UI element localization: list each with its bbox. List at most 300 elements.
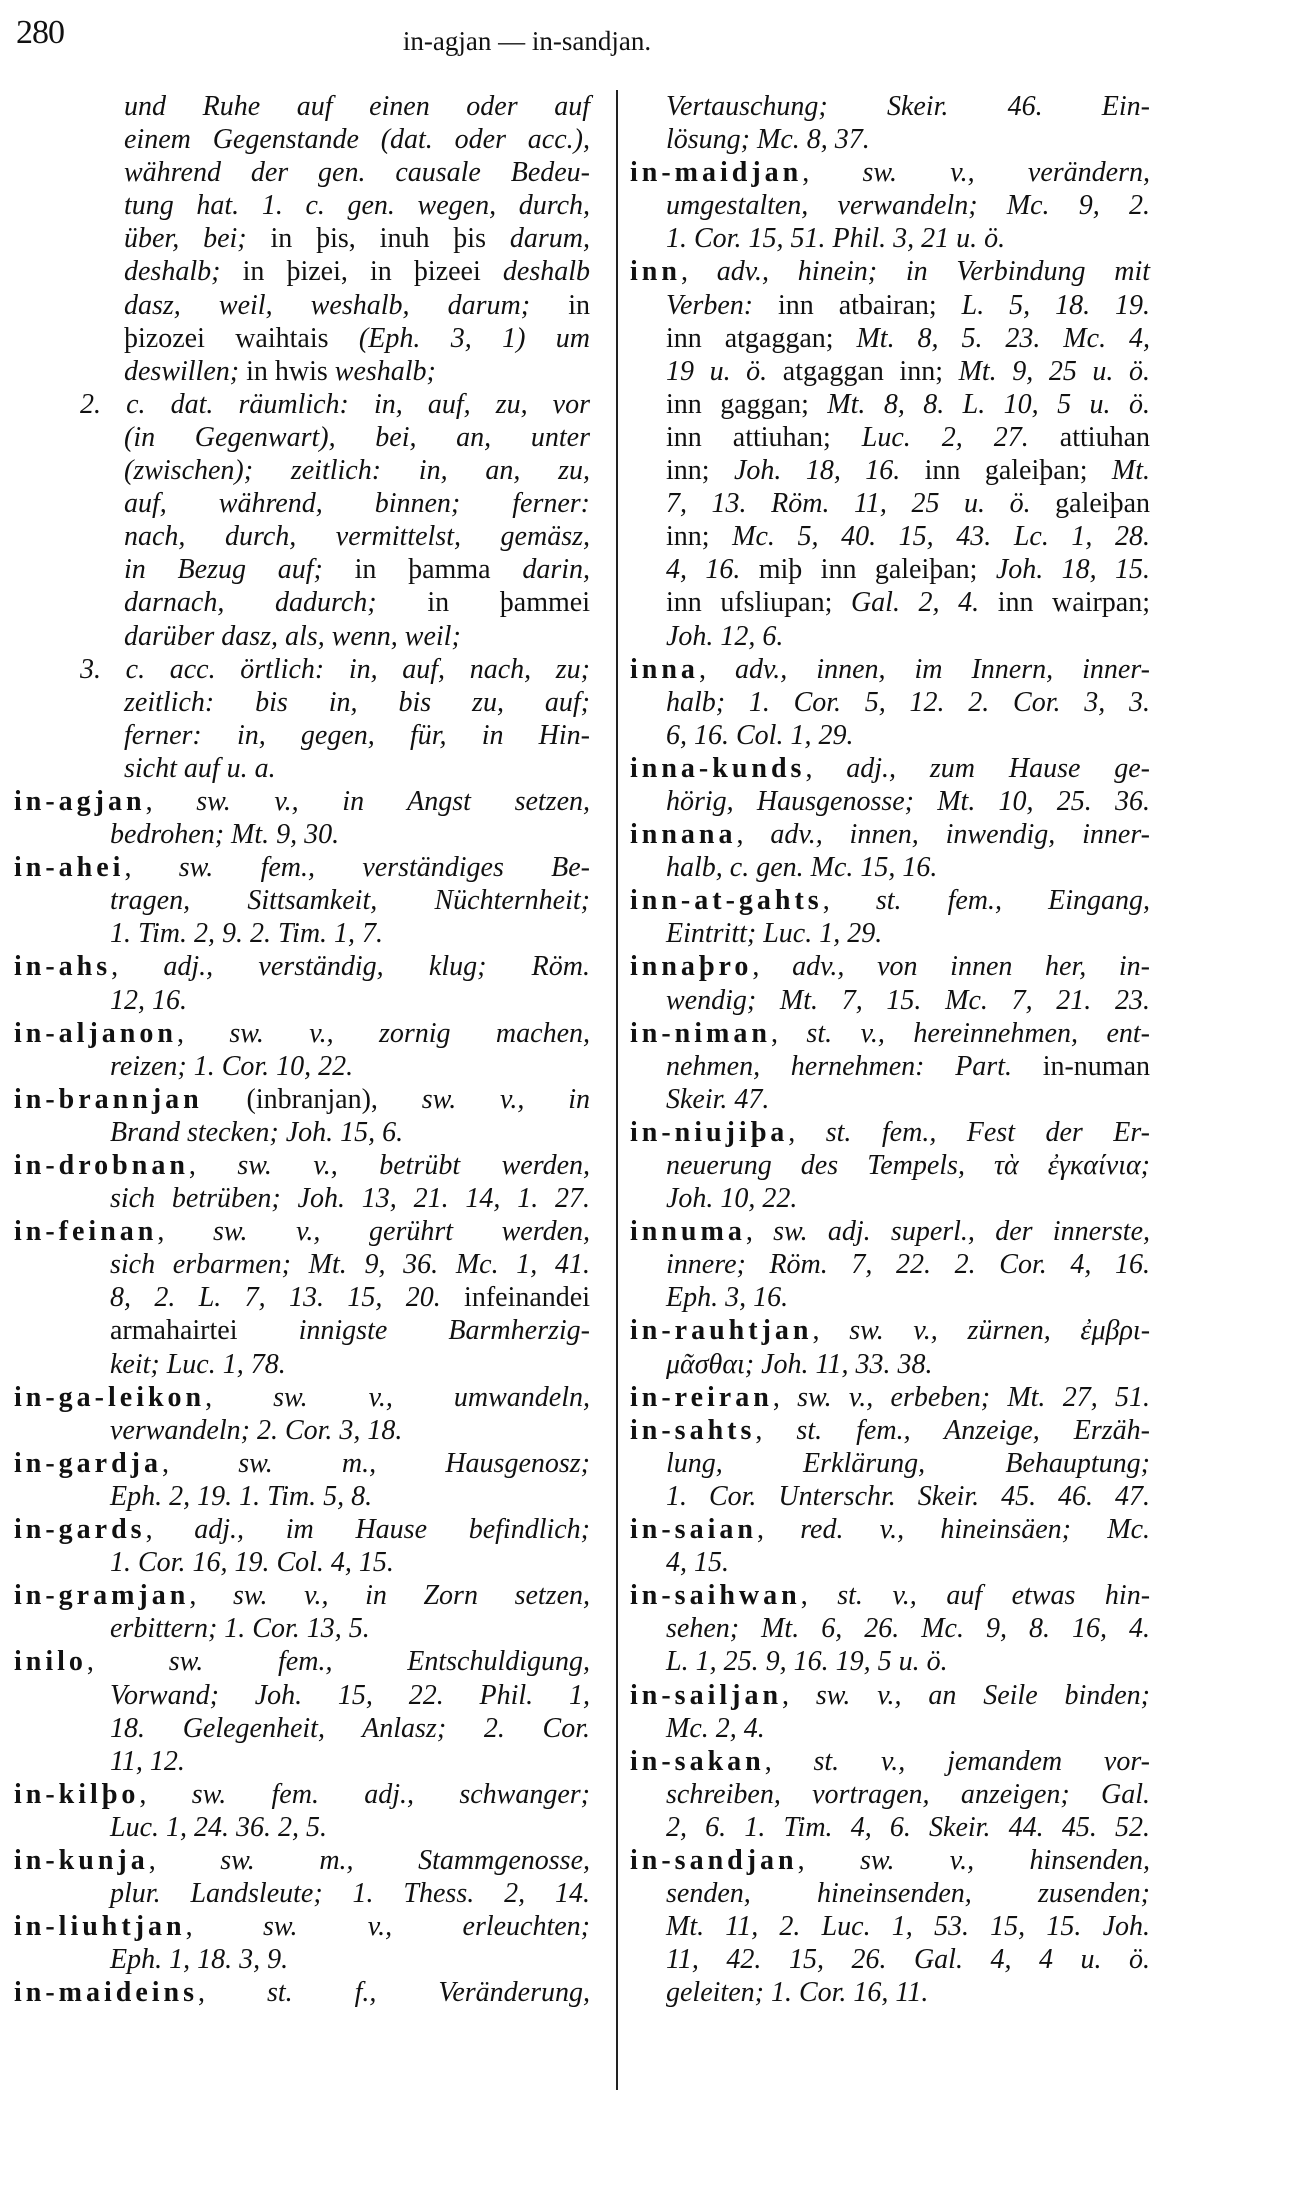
- headword: inna: [630, 653, 699, 685]
- italic-text: sich erbarmen; Mt. 9, 36. Mc. 1, 41.: [110, 1249, 590, 1281]
- headword: in-sailjan: [630, 1679, 783, 1711]
- italic-text: sw. fem., verständiges Be-: [178, 852, 591, 884]
- entry-continuation-line: [14, 1877, 590, 1910]
- entry-continuation-line: [630, 1612, 1150, 1645]
- italic-text: Skeir. 47.: [666, 1083, 770, 1115]
- italic-text: darnach, dadurch;: [124, 587, 428, 619]
- italic-text: reizen; 1. Cor. 10, 22.: [110, 1050, 354, 1082]
- roman-text: ,: [157, 1216, 213, 1248]
- headword: in-reiran: [630, 1381, 773, 1413]
- italic-text: wendig; Mt. 7, 15. Mc. 7, 21. 23.: [666, 984, 1150, 1016]
- italic-text: umgestalten, verwandeln; Mc. 9, 2.: [666, 190, 1150, 222]
- italic-text: nach, durch, vermittelst, gemäsz,: [124, 521, 590, 553]
- dictionary-entry-line: [14, 950, 590, 983]
- headword: in-rauhtjan: [630, 1315, 813, 1347]
- italic-text: hörig, Hausgenosse; Mt. 10, 25. 36.: [666, 785, 1150, 817]
- dictionary-entry-line: [14, 851, 590, 884]
- dictionary-entry-line: [630, 156, 1150, 189]
- italic-text: senden, hineinsenden, zusenden;: [666, 1878, 1150, 1910]
- roman-text: ,: [802, 157, 863, 189]
- headword: in-maidjan: [630, 157, 803, 189]
- roman-text: ,: [797, 1844, 860, 1876]
- italic-text: darin,: [522, 554, 590, 586]
- roman-text: ,: [800, 1580, 838, 1612]
- entry-continuation-line: [14, 1248, 590, 1281]
- italic-text: adv., innen, inwendig, inner-: [770, 819, 1150, 851]
- italic-text: 2. c. dat. räumlich: in, auf, zu, vor: [80, 388, 590, 420]
- roman-text: ,: [145, 1514, 195, 1546]
- dictionary-entry-line: [14, 1645, 590, 1678]
- roman-text: in-numan: [1042, 1050, 1150, 1082]
- roman-text: ,: [680, 256, 717, 288]
- italic-text: (Eph. 3, 1) um: [358, 322, 590, 354]
- italic-text: lösung; Mc. 8, 37.: [666, 124, 870, 156]
- dictionary-entry-line: [14, 1215, 590, 1248]
- entry-continuation-line: [630, 1083, 1150, 1116]
- entry-continuation-line: [14, 355, 590, 388]
- italic-text: sich betrüben; Joh. 13, 21. 14, 1. 27.: [110, 1183, 590, 1215]
- roman-text: armahairtei: [110, 1315, 299, 1347]
- italic-text: innigste Barmherzig-: [298, 1315, 590, 1347]
- italic-text: 1. Cor. 16, 19. Col. 4, 15.: [110, 1547, 394, 1579]
- dictionary-entry-line: [14, 1083, 590, 1116]
- italic-text: erbittern; 1. Cor. 13, 5.: [110, 1613, 370, 1645]
- dictionary-entry-line: [14, 1976, 590, 2009]
- dictionary-entry-line: [14, 1149, 590, 1182]
- entry-continuation-line: [14, 1050, 590, 1083]
- entry-continuation-line: [14, 454, 590, 487]
- roman-text: ,: [198, 1977, 267, 2009]
- headword: in-saian: [630, 1514, 757, 1546]
- entry-continuation-line: [14, 487, 590, 520]
- italic-text: adj., verständig, klug; Röm.: [163, 951, 590, 983]
- entry-continuation-line: [630, 1976, 1150, 2009]
- right-column: [630, 90, 1190, 2009]
- italic-text: Vorwand; Joh. 15, 22. Phil. 1,: [110, 1679, 590, 1711]
- entry-continuation-line: [14, 818, 590, 851]
- italic-text: 19 u. ö.: [666, 355, 783, 387]
- entry-continuation-line: [14, 289, 590, 322]
- headword: in-sakan: [630, 1745, 765, 1777]
- entry-continuation-line: [14, 421, 590, 454]
- italic-text: lung, Erklärung, Behauptung;: [666, 1447, 1150, 1479]
- italic-text: sw. v., zürnen, ἐμβρι-: [849, 1315, 1151, 1347]
- entry-continuation-line: [14, 90, 590, 123]
- italic-text: Mc. 5, 40. 15, 43. Lc. 1, 28.: [732, 521, 1150, 553]
- italic-text: deshalb: [502, 256, 590, 288]
- entry-continuation-line: [14, 1281, 590, 1314]
- roman-text: in hwis: [246, 355, 335, 387]
- italic-text: (in Gegenwart), bei, an, unter: [124, 421, 590, 453]
- roman-text: ,: [111, 951, 164, 983]
- italic-text: sw. fem. adj., schwanger;: [191, 1778, 590, 1810]
- roman-text: ,: [756, 1514, 801, 1546]
- italic-text: deshalb;: [124, 256, 243, 288]
- italic-text: adv., von innen her, in-: [792, 951, 1150, 983]
- headword: in-niujiþa: [630, 1116, 789, 1148]
- italic-text: ferner: in, gegen, für, in Hin-: [124, 719, 590, 751]
- italic-text: Joh. 12, 6.: [666, 620, 784, 652]
- dictionary-entry-line: [630, 1414, 1150, 1447]
- entry-continuation-line: [14, 752, 590, 785]
- dictionary-entry-line: [14, 1017, 590, 1050]
- left-column: [14, 90, 604, 2009]
- headword: inn: [630, 256, 681, 288]
- entry-continuation-line: [630, 1480, 1150, 1513]
- entry-continuation-line: [14, 620, 590, 653]
- roman-text: in þammei: [427, 587, 590, 619]
- italic-text: Luc. 1, 24. 36. 2, 5.: [110, 1811, 327, 1843]
- entry-continuation-line: [630, 917, 1150, 950]
- italic-text: sw. m., Stammgenosse,: [220, 1844, 590, 1876]
- italic-text: (zwischen); zeitlich: in, an, zu,: [124, 455, 590, 487]
- italic-text: geleiten; 1. Cor. 16, 11.: [666, 1977, 929, 2009]
- italic-text: st. fem., Eingang,: [875, 885, 1150, 917]
- roman-text: inn;: [666, 521, 733, 553]
- italic-text: 3. c. acc. örtlich: in, auf, nach, zu;: [80, 653, 590, 685]
- roman-text: ,: [772, 1381, 798, 1413]
- entry-continuation-line: [14, 653, 590, 686]
- headword: in-ahs: [14, 951, 112, 983]
- entry-continuation-line: [630, 222, 1150, 255]
- roman-text: ,: [145, 785, 197, 817]
- entry-continuation-line: [14, 156, 590, 189]
- italic-text: 7, 13. Röm. 11, 25 u. ö.: [666, 488, 1056, 520]
- italic-text: 1. Cor. 15, 51. Phil. 3, 21 u. ö.: [666, 223, 1006, 255]
- roman-text: ,: [736, 819, 771, 851]
- italic-text: 11, 42. 15, 26. Gal. 4, 4 u. ö.: [666, 1944, 1150, 1976]
- entry-continuation-line: [630, 123, 1150, 156]
- entry-continuation-line: [630, 1182, 1150, 1215]
- italic-text: sw. v., an Seile binden;: [815, 1679, 1151, 1711]
- italic-text: auf, während, binnen; ferner:: [124, 488, 590, 520]
- headword: innaþro: [630, 951, 753, 983]
- italic-text: Mt.: [1111, 455, 1150, 487]
- running-title: in-agjan — in-sandjan.: [402, 26, 652, 56]
- italic-text: sw. v., verändern,: [862, 157, 1151, 189]
- italic-text: 4, 15.: [666, 1547, 729, 1579]
- italic-text: Eph. 1, 18. 3, 9.: [110, 1944, 289, 1976]
- dictionary-entry-line: [630, 1513, 1150, 1546]
- italic-text: 18. Gelegenheit, Anlasz; 2. Cor.: [110, 1712, 590, 1744]
- dictionary-entry-line: [14, 1778, 590, 1811]
- headword: in-drobnan: [14, 1150, 189, 1181]
- roman-text: ,: [755, 1414, 797, 1446]
- italic-text: 12, 16.: [110, 984, 187, 1016]
- headword: innana: [630, 819, 737, 851]
- dictionary-entry-line: [14, 1381, 590, 1414]
- roman-text: in þamma: [354, 554, 523, 586]
- italic-text: sw. fem., Entschuldigung,: [168, 1646, 590, 1678]
- roman-text: ,: [812, 1315, 850, 1347]
- italic-text: sw. v., erleuchten;: [262, 1911, 591, 1943]
- italic-text: Mt. 8, 5. 23. Mc. 4,: [856, 322, 1150, 354]
- entry-continuation-line: [630, 1281, 1150, 1314]
- dictionary-entry-line: [630, 950, 1150, 983]
- roman-text: in þis, inuh þis: [270, 223, 510, 255]
- roman-text: inn atgaggan;: [666, 322, 857, 354]
- roman-text: (inbranjan),: [202, 1083, 422, 1115]
- roman-text: ,: [124, 852, 179, 884]
- italic-text: Verben:: [666, 289, 779, 321]
- headword: innuma: [630, 1216, 746, 1248]
- entry-continuation-line: [630, 322, 1150, 355]
- entry-continuation-line: [630, 388, 1150, 421]
- italic-text: st. v., jemandem vor-: [813, 1745, 1150, 1777]
- italic-text: in Bezug auf;: [124, 554, 355, 586]
- headword: in-brannjan: [14, 1083, 203, 1115]
- entry-continuation-line: [14, 1116, 590, 1149]
- entry-continuation-line: [14, 123, 590, 156]
- italic-text: während der gen. causale Bedeu-: [124, 157, 590, 189]
- dictionary-entry-line: [630, 1215, 1150, 1248]
- roman-text: ,: [176, 1017, 230, 1049]
- roman-text: inn atbairan;: [778, 289, 962, 321]
- roman-text: inn;: [666, 455, 734, 487]
- italic-text: st. fem., Anzeige, Erzäh-: [796, 1414, 1151, 1446]
- entry-continuation-line: [630, 1712, 1150, 1745]
- page-number: 280: [16, 14, 64, 51]
- italic-text: sw. v., erbeben; Mt. 27, 51.: [797, 1381, 1151, 1413]
- entry-continuation-line: [630, 1943, 1150, 1976]
- roman-text: ,: [752, 951, 793, 983]
- italic-text: halb, c. gen. Mc. 15, 16.: [666, 852, 938, 884]
- entry-continuation-line: [630, 851, 1150, 884]
- italic-text: schreiben, vortragen, anzeigen; Gal.: [666, 1778, 1150, 1810]
- italic-text: adv., innen, im Innern, inner-: [734, 653, 1150, 685]
- entry-continuation-line: [630, 90, 1150, 123]
- italic-text: dasz, weil, weshalb, darum;: [124, 289, 569, 321]
- italic-text: deswillen;: [124, 355, 247, 387]
- entry-continuation-line: [630, 1811, 1150, 1844]
- roman-text: inn ufsliupan;: [666, 587, 851, 619]
- column-divider: [616, 90, 618, 2090]
- italic-text: einem Gegenstande (dat. oder acc.),: [124, 124, 590, 156]
- dictionary-entry-line: [14, 1513, 590, 1546]
- italic-text: Eph. 2, 19. 1. Tim. 5, 8.: [110, 1480, 373, 1512]
- roman-text: galeiþan: [1055, 488, 1150, 520]
- entry-continuation-line: [630, 1645, 1150, 1678]
- italic-text: st. v., hereinnehmen, ent-: [806, 1017, 1150, 1049]
- headword: in-gramjan: [14, 1580, 190, 1612]
- headword: in-agjan: [14, 785, 146, 817]
- italic-text: adj., zum Hause ge-: [846, 752, 1150, 784]
- italic-text: st. v., auf etwas hin-: [837, 1580, 1151, 1612]
- italic-text: Vertauschung; Skeir. 46. Ein-: [666, 91, 1150, 122]
- italic-text: Mc. 2, 4.: [666, 1712, 765, 1744]
- italic-text: Joh. 18, 15.: [995, 554, 1150, 586]
- dictionary-entry-line: [630, 1381, 1150, 1414]
- dictionary-entry-line: [630, 1745, 1150, 1778]
- entry-continuation-line: [14, 1546, 590, 1579]
- italic-text: red. v., hineinsäen; Mc.: [800, 1514, 1150, 1546]
- headword: inn-at-gahts: [630, 885, 823, 917]
- italic-text: darum,: [509, 223, 590, 255]
- italic-text: darüber dasz, als, wenn, weil;: [124, 620, 461, 652]
- italic-text: sicht auf u. a.: [124, 752, 276, 784]
- entry-continuation-line: [630, 1447, 1150, 1480]
- headword: in-sandjan: [630, 1844, 798, 1876]
- italic-text: über, bei;: [124, 223, 271, 255]
- entry-continuation-line: [630, 586, 1150, 619]
- italic-text: Joh. 18, 16.: [733, 455, 925, 487]
- entry-continuation-line: [630, 1348, 1150, 1381]
- italic-text: nehmen, hernehmen: Part.: [666, 1050, 1043, 1082]
- italic-text: μᾶσθαι; Joh. 11, 33. 38.: [666, 1348, 933, 1380]
- italic-text: Brand stecken; Joh. 15, 6.: [110, 1116, 404, 1148]
- italic-text: 11, 12.: [110, 1745, 185, 1777]
- italic-text: st. f., Veränderung,: [266, 1977, 590, 2009]
- entry-continuation-line: [14, 322, 590, 355]
- italic-text: Mt. 11, 2. Luc. 1, 53. 15, 15. Joh.: [666, 1911, 1150, 1943]
- headword: in-feinan: [14, 1216, 158, 1248]
- dictionary-entry-line: [630, 752, 1150, 785]
- roman-text: ,: [162, 1447, 239, 1479]
- dictionary-entry-line: [14, 785, 590, 818]
- running-title-wrap: [0, 26, 1304, 57]
- entry-continuation-line: [14, 719, 590, 752]
- italic-text: tragen, Sittsamkeit, Nüchternheit;: [110, 885, 590, 917]
- roman-text: ,: [205, 1381, 274, 1413]
- italic-text: sw. v., betrübt werden,: [237, 1150, 590, 1181]
- headword: in-aljanon: [14, 1017, 177, 1049]
- entry-continuation-line: [630, 1050, 1150, 1083]
- entry-continuation-line: [630, 1910, 1150, 1943]
- italic-text: 4, 16.: [666, 554, 759, 586]
- entry-continuation-line: [14, 1712, 590, 1745]
- headword: in-saihwan: [630, 1580, 801, 1612]
- italic-text: Luc. 2, 27.: [861, 421, 1060, 453]
- italic-text: 8, 2. L. 7, 13. 15, 20.: [110, 1282, 465, 1314]
- italic-text: tung hat. 1. c. gen. wegen, durch,: [124, 190, 590, 222]
- dictionary-entry-line: [630, 818, 1150, 851]
- italic-text: verwandeln; 2. Cor. 3, 18.: [110, 1414, 403, 1446]
- dictionary-entry-line: [630, 1314, 1150, 1347]
- italic-text: 2, 6. 1. Tim. 4, 6. Skeir. 44. 45. 52.: [666, 1811, 1150, 1843]
- italic-text: L. 5, 18. 19.: [961, 289, 1151, 321]
- italic-text: 6, 16. Col. 1, 29.: [666, 719, 854, 751]
- italic-text: sw. v., gerührt werden,: [212, 1216, 591, 1248]
- entry-continuation-line: [630, 785, 1150, 818]
- entry-continuation-line: [14, 1182, 590, 1215]
- headword: in-niman: [630, 1017, 771, 1049]
- roman-text: ,: [805, 752, 847, 784]
- headword: in-sahts: [630, 1414, 756, 1446]
- headword: in-gardja: [14, 1447, 162, 1479]
- dictionary-entry-line: [630, 653, 1150, 686]
- roman-text: ,: [782, 1679, 816, 1711]
- entry-continuation-line: [630, 1546, 1150, 1579]
- roman-text: ,: [745, 1216, 774, 1248]
- entry-continuation-line: [630, 620, 1150, 653]
- entry-continuation-line: [14, 917, 590, 950]
- italic-text: sw. v., umwandeln,: [273, 1381, 590, 1413]
- entry-continuation-line: [630, 289, 1150, 322]
- italic-text: neuerung des Tempels, τὰ ἐγκαίνια;: [666, 1150, 1150, 1181]
- headword: in-maideins: [14, 1977, 199, 2009]
- roman-text: attiuhan: [1059, 421, 1150, 453]
- italic-text: sw. v., in Zorn setzen,: [232, 1580, 591, 1612]
- italic-text: L. 1, 25. 9, 16. 19, 5 u. ö.: [666, 1646, 948, 1678]
- entry-continuation-line: [14, 388, 590, 421]
- entry-continuation-line: [14, 1480, 590, 1513]
- italic-text: sw. adj. superl., der innerste,: [773, 1216, 1151, 1248]
- headword: in-kunja: [14, 1844, 149, 1876]
- entry-continuation-line: [630, 553, 1150, 586]
- italic-text: halb; 1. Cor. 5, 12. 2. Cor. 3, 3.: [666, 686, 1150, 718]
- italic-text: sehen; Mt. 6, 26. Mc. 9, 8. 16, 4.: [666, 1613, 1150, 1645]
- entry-continuation-line: [630, 189, 1150, 222]
- roman-text: ,: [764, 1745, 814, 1777]
- roman-text: ,: [86, 1646, 169, 1678]
- entry-continuation-line: [14, 520, 590, 553]
- italic-text: zeitlich: bis in, bis zu, auf;: [124, 686, 590, 718]
- roman-text: þizozei waihtais: [124, 322, 359, 354]
- italic-text: 1. Cor. Unterschr. Skeir. 45. 46. 47.: [666, 1480, 1150, 1512]
- entry-continuation-line: [630, 520, 1150, 553]
- entry-continuation-line: [14, 586, 590, 619]
- italic-text: bedrohen; Mt. 9, 30.: [110, 819, 340, 851]
- italic-text: Mt. 8, 8. L. 10, 5 u. ö.: [827, 388, 1150, 420]
- roman-text: ,: [788, 1116, 826, 1148]
- italic-text: innere; Röm. 7, 22. 2. Cor. 4, 16.: [666, 1249, 1150, 1281]
- entry-continuation-line: [630, 1149, 1150, 1182]
- roman-text: in: [568, 289, 590, 321]
- entry-continuation-line: [14, 686, 590, 719]
- roman-text: ,: [822, 885, 876, 917]
- italic-text: plur. Landsleute; 1. Thess. 2, 14.: [110, 1878, 590, 1910]
- roman-text: inn galeiþan;: [924, 455, 1112, 487]
- headword: in-liuhtjan: [14, 1911, 186, 1943]
- entry-continuation-line: [14, 1348, 590, 1381]
- entry-continuation-line: [630, 719, 1150, 752]
- roman-text: in þizei, in þizeei: [242, 256, 503, 288]
- entry-continuation-line: [14, 1943, 590, 1976]
- roman-text: ,: [148, 1844, 221, 1876]
- entry-continuation-line: [14, 1745, 590, 1778]
- entry-continuation-line: [14, 984, 590, 1017]
- italic-text: sw. v., in: [421, 1083, 591, 1115]
- roman-text: ,: [189, 1580, 233, 1612]
- italic-text: Gal. 2, 4.: [850, 587, 998, 619]
- dictionary-entry-line: [14, 1844, 590, 1877]
- entry-continuation-line: [14, 189, 590, 222]
- dictionary-entry-line: [630, 1679, 1150, 1712]
- entry-continuation-line: [630, 1248, 1150, 1281]
- headword: inna-kunds: [630, 752, 806, 784]
- italic-text: adv., hinein; in Verbindung mit: [716, 256, 1150, 288]
- italic-text: Joh. 10, 22.: [666, 1183, 798, 1215]
- roman-text: miþ inn galeiþan;: [758, 554, 996, 586]
- headword: in-gards: [14, 1514, 146, 1546]
- dictionary-entry-line: [630, 884, 1150, 917]
- entry-continuation-line: [630, 1877, 1150, 1910]
- roman-text: inn gaggan;: [666, 388, 828, 420]
- dictionary-entry-line: [14, 1910, 590, 1943]
- dictionary-entry-line: [14, 1579, 590, 1612]
- entry-continuation-line: [14, 884, 590, 917]
- dictionary-entry-line: [630, 1116, 1150, 1149]
- dictionary-entry-line: [630, 255, 1150, 288]
- entry-continuation-line: [630, 984, 1150, 1017]
- dictionary-entry-line: [630, 1579, 1150, 1612]
- dictionary-entry-line: [630, 1017, 1150, 1050]
- roman-text: atgaggan inn;: [782, 355, 959, 387]
- italic-text: und Ruhe auf einen oder auf: [124, 91, 590, 122]
- roman-text: inn attiuhan;: [666, 421, 862, 453]
- italic-text: 1. Tim. 2, 9. 2. Tim. 1, 7.: [110, 918, 384, 950]
- italic-text: Mt. 9, 25 u. ö.: [958, 355, 1151, 387]
